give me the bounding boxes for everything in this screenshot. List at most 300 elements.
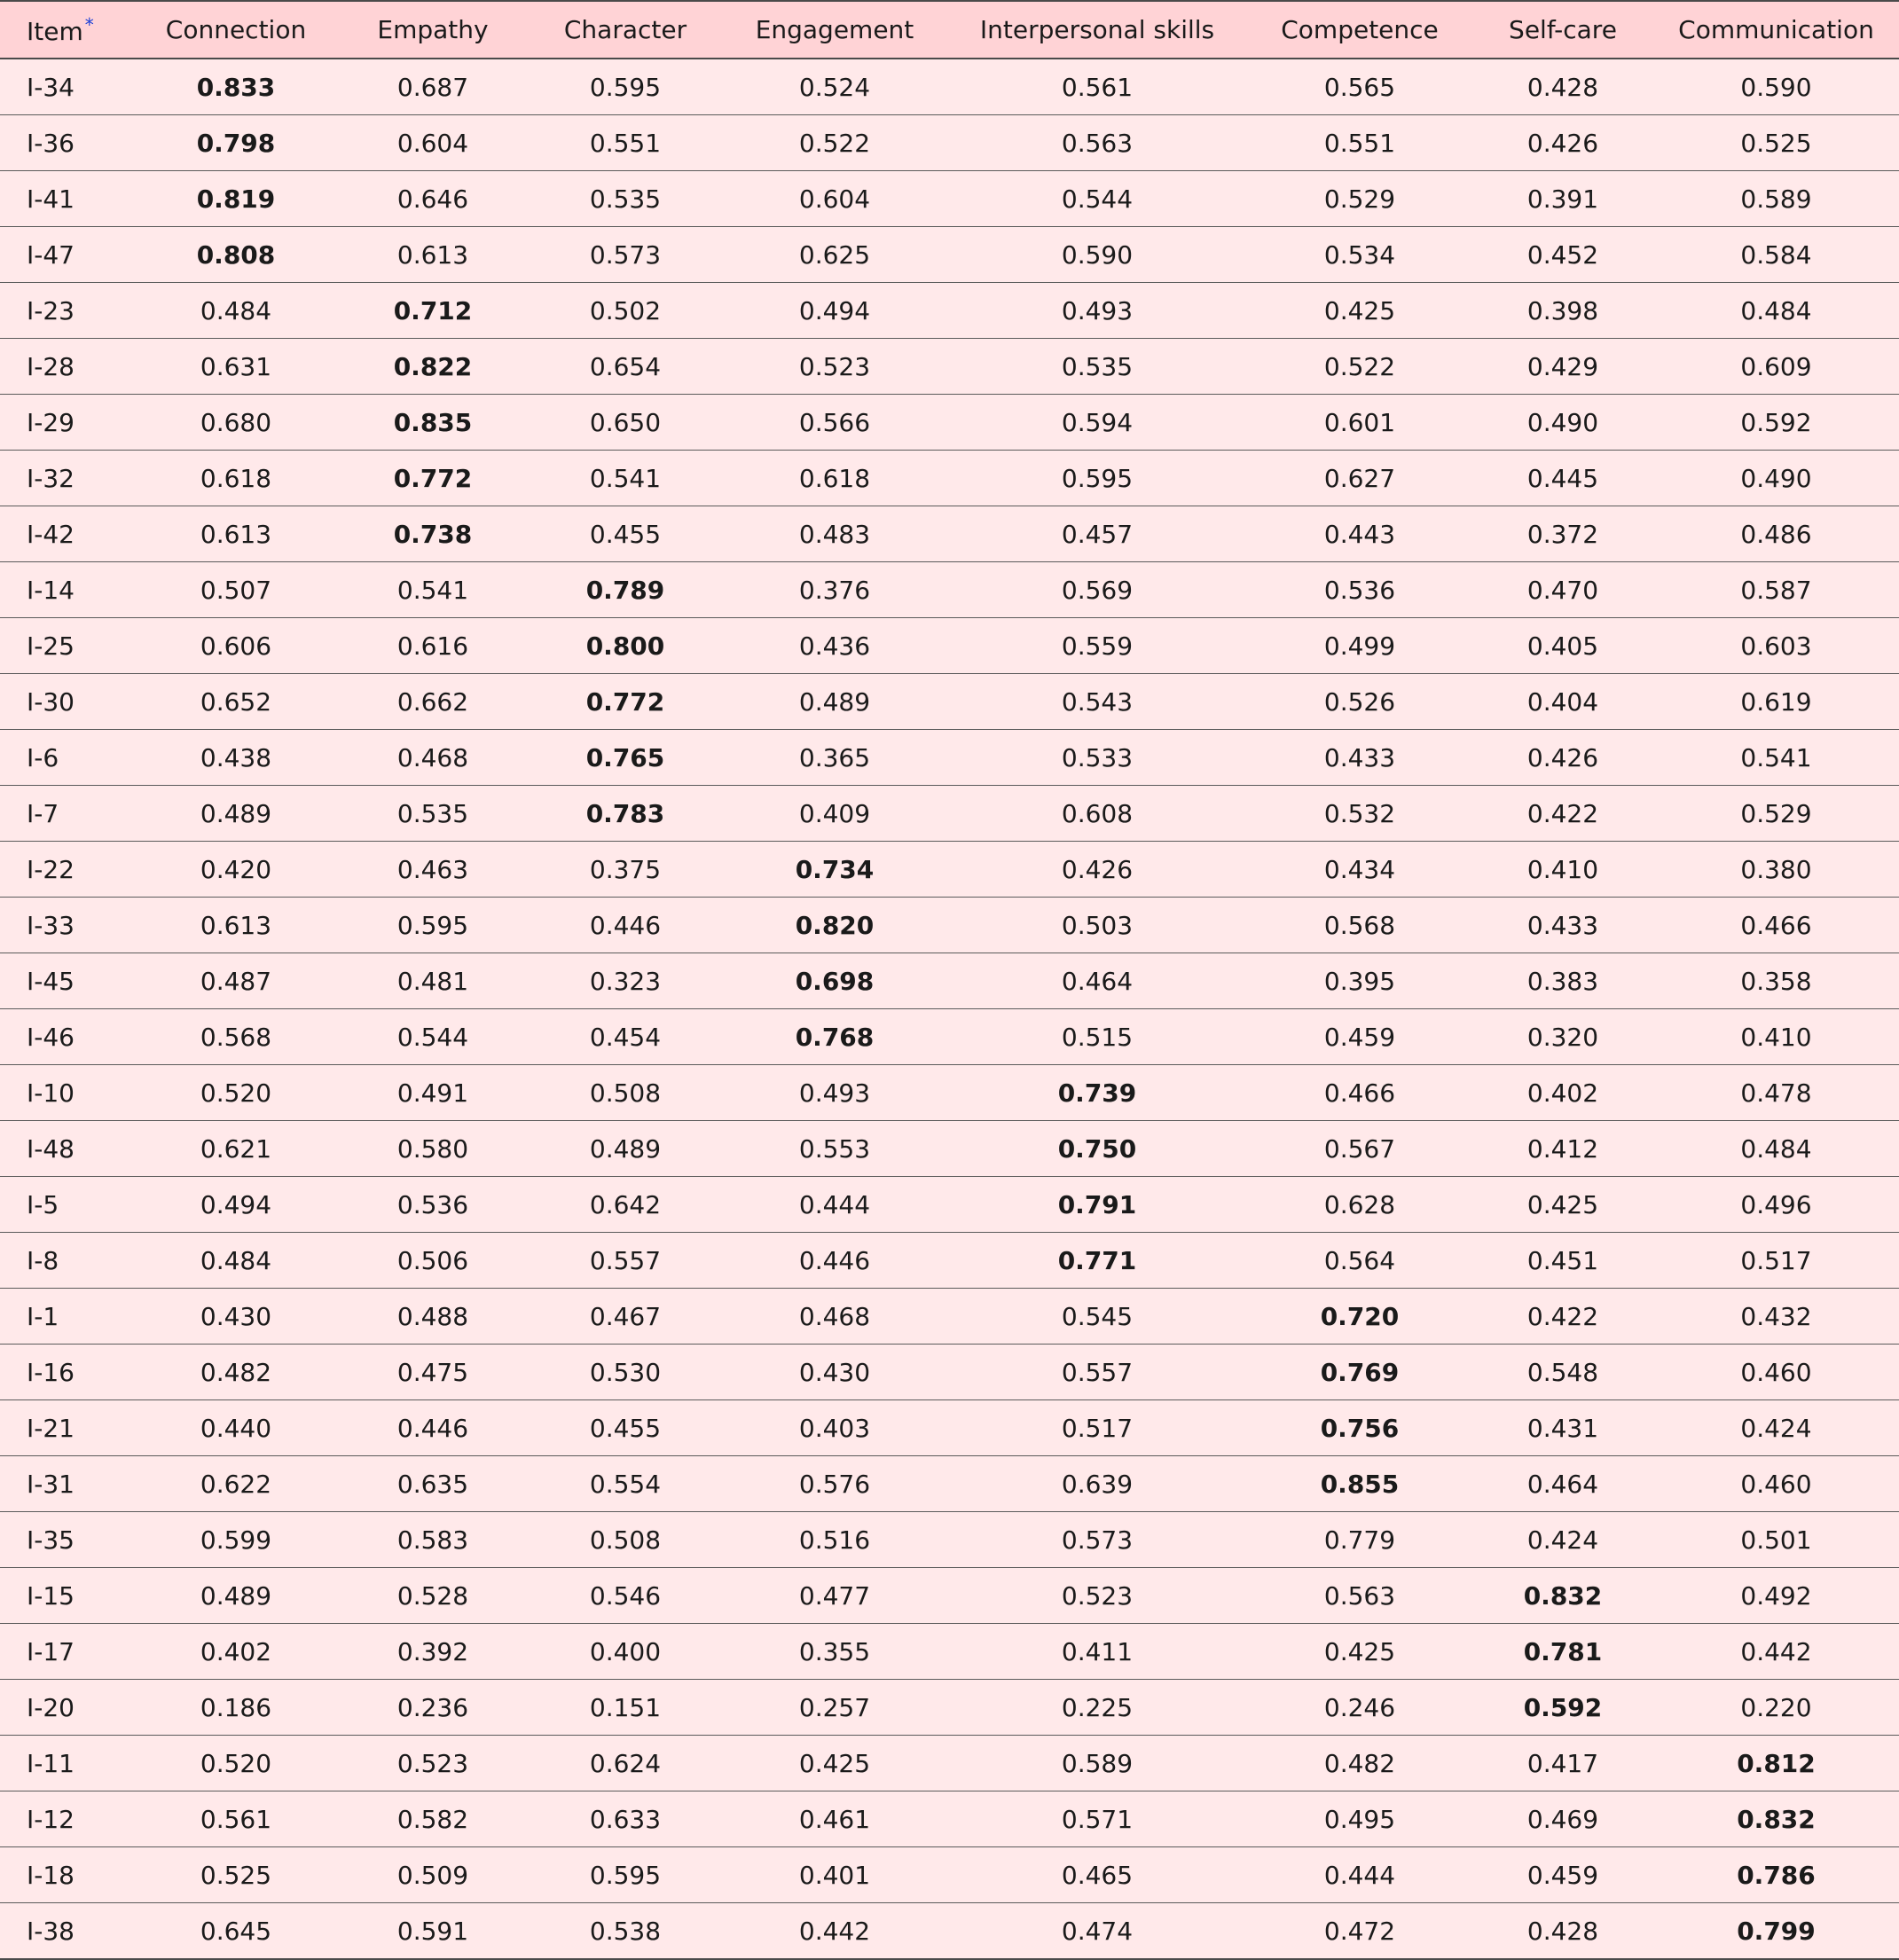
loading-value: 0.220 [1653, 1680, 1899, 1736]
loading-value: 0.592 [1653, 395, 1899, 451]
item-label: I-17 [0, 1624, 135, 1680]
loading-value-highlighted: 0.833 [135, 59, 337, 115]
column-header-item [0, 1, 135, 59]
table-row [0, 1791, 1899, 1847]
loading-value: 0.489 [135, 786, 337, 842]
item-label: I-28 [0, 339, 135, 395]
loading-value: 0.545 [947, 1289, 1247, 1345]
loading-value-highlighted: 0.772 [529, 674, 722, 730]
item-label: I-16 [0, 1345, 135, 1400]
table-row [0, 1847, 1899, 1903]
loading-value: 0.680 [135, 395, 337, 451]
table-row [0, 1289, 1899, 1345]
table-row [0, 59, 1899, 115]
loading-value: 0.466 [1247, 1065, 1472, 1121]
loading-value: 0.525 [135, 1847, 337, 1903]
loading-value-highlighted: 0.783 [529, 786, 722, 842]
footnote-marker: * [84, 13, 94, 35]
loading-value: 0.442 [1653, 1624, 1899, 1680]
table-row [0, 1065, 1899, 1121]
loading-value: 0.595 [947, 451, 1247, 506]
item-label: I-35 [0, 1512, 135, 1568]
loading-value: 0.502 [529, 283, 722, 339]
item-label: I-47 [0, 227, 135, 283]
loading-value: 0.543 [947, 674, 1247, 730]
loading-value: 0.618 [722, 451, 947, 506]
loading-value: 0.409 [722, 786, 947, 842]
loading-value: 0.584 [1653, 227, 1899, 283]
loading-value: 0.444 [1247, 1847, 1472, 1903]
column-header-interpersonal-skills: Interpersonal skills [947, 1, 1247, 59]
table-row [0, 1345, 1899, 1400]
loading-value: 0.642 [529, 1177, 722, 1233]
loading-value: 0.420 [135, 842, 337, 898]
table-row [0, 898, 1899, 953]
loading-value: 0.496 [1653, 1177, 1899, 1233]
loading-value: 0.320 [1472, 1009, 1653, 1065]
loading-value: 0.590 [947, 227, 1247, 283]
table-row [0, 1568, 1899, 1624]
loading-value: 0.483 [722, 506, 947, 562]
loading-value: 0.565 [1247, 59, 1472, 115]
loading-value: 0.646 [337, 171, 529, 227]
loading-value: 0.488 [337, 1289, 529, 1345]
table-row [0, 1233, 1899, 1289]
loading-value-highlighted: 0.855 [1247, 1456, 1472, 1512]
loading-value: 0.587 [1653, 562, 1899, 618]
loading-value: 0.571 [947, 1791, 1247, 1847]
loading-value: 0.444 [722, 1177, 947, 1233]
loading-value-highlighted: 0.820 [722, 898, 947, 953]
loading-value: 0.429 [1472, 339, 1653, 395]
item-label: I-48 [0, 1121, 135, 1177]
loading-value: 0.372 [1472, 506, 1653, 562]
loading-value: 0.503 [947, 898, 1247, 953]
loading-value: 0.608 [947, 786, 1247, 842]
loading-value: 0.604 [722, 171, 947, 227]
loading-value-highlighted: 0.592 [1472, 1680, 1653, 1736]
loading-value: 0.516 [722, 1512, 947, 1568]
loading-value: 0.687 [337, 59, 529, 115]
header-row [0, 1, 1899, 59]
loading-value-highlighted: 0.832 [1472, 1568, 1653, 1624]
loading-value: 0.484 [135, 283, 337, 339]
loading-value: 0.460 [1653, 1456, 1899, 1512]
loading-value: 0.411 [947, 1624, 1247, 1680]
loading-value: 0.431 [1472, 1400, 1653, 1456]
loading-value: 0.582 [337, 1791, 529, 1847]
loading-value: 0.553 [722, 1121, 947, 1177]
loading-value: 0.451 [1472, 1233, 1653, 1289]
loading-value: 0.424 [1472, 1512, 1653, 1568]
loading-value: 0.454 [529, 1009, 722, 1065]
loading-value: 0.375 [529, 842, 722, 898]
loading-value: 0.452 [1472, 227, 1653, 283]
loading-value: 0.613 [135, 898, 337, 953]
loading-value: 0.568 [1247, 898, 1472, 953]
loading-value: 0.489 [529, 1121, 722, 1177]
loading-value: 0.541 [337, 562, 529, 618]
loading-value: 0.410 [1472, 842, 1653, 898]
loading-value-highlighted: 0.781 [1472, 1624, 1653, 1680]
loading-value: 0.589 [1653, 171, 1899, 227]
loading-value: 0.606 [135, 618, 337, 674]
loading-value: 0.487 [135, 953, 337, 1009]
loading-value: 0.544 [947, 171, 1247, 227]
table-row [0, 1009, 1899, 1065]
loading-value: 0.566 [722, 395, 947, 451]
loading-value: 0.486 [1653, 506, 1899, 562]
loading-value: 0.433 [1247, 730, 1472, 786]
loading-value: 0.528 [337, 1568, 529, 1624]
loading-value: 0.425 [1247, 1624, 1472, 1680]
loading-value: 0.442 [722, 1903, 947, 1960]
loading-value: 0.525 [1653, 115, 1899, 171]
loading-value-highlighted: 0.771 [947, 1233, 1247, 1289]
column-header-competence: Competence [1247, 1, 1472, 59]
loading-value: 0.426 [947, 842, 1247, 898]
loading-value: 0.645 [135, 1903, 337, 1960]
loading-value: 0.650 [529, 395, 722, 451]
loading-value: 0.455 [529, 506, 722, 562]
item-label: I-45 [0, 953, 135, 1009]
loading-value-highlighted: 0.750 [947, 1121, 1247, 1177]
loading-value-highlighted: 0.772 [337, 451, 529, 506]
item-label: I-23 [0, 283, 135, 339]
loading-value: 0.151 [529, 1680, 722, 1736]
loading-value: 0.618 [135, 451, 337, 506]
loading-value: 0.601 [1247, 395, 1472, 451]
loading-value: 0.506 [337, 1233, 529, 1289]
loading-value: 0.478 [1653, 1065, 1899, 1121]
loading-value: 0.628 [1247, 1177, 1472, 1233]
loading-value: 0.576 [722, 1456, 947, 1512]
loading-value: 0.534 [1247, 227, 1472, 283]
loading-value: 0.652 [135, 674, 337, 730]
item-label: I-46 [0, 1009, 135, 1065]
loading-value-highlighted: 0.789 [529, 562, 722, 618]
loading-value: 0.779 [1247, 1512, 1472, 1568]
loading-value: 0.622 [135, 1456, 337, 1512]
loading-value: 0.639 [947, 1456, 1247, 1512]
loading-value: 0.573 [947, 1512, 1247, 1568]
loading-value: 0.400 [529, 1624, 722, 1680]
loading-value: 0.468 [337, 730, 529, 786]
loading-value: 0.541 [529, 451, 722, 506]
loading-value-highlighted: 0.835 [337, 395, 529, 451]
loading-value: 0.425 [1247, 283, 1472, 339]
loading-value: 0.613 [135, 506, 337, 562]
item-label: I-15 [0, 1568, 135, 1624]
column-header-self-care: Self-care [1472, 1, 1653, 59]
loading-value: 0.536 [1247, 562, 1472, 618]
loading-value: 0.425 [722, 1736, 947, 1791]
loading-value: 0.529 [1247, 171, 1472, 227]
loading-value: 0.490 [1472, 395, 1653, 451]
loading-value: 0.484 [1653, 1121, 1899, 1177]
item-label: I-6 [0, 730, 135, 786]
loading-value: 0.463 [337, 842, 529, 898]
loading-value: 0.532 [1247, 786, 1472, 842]
loading-value: 0.383 [1472, 953, 1653, 1009]
loading-value: 0.440 [135, 1400, 337, 1456]
loading-value: 0.489 [135, 1568, 337, 1624]
loading-value: 0.225 [947, 1680, 1247, 1736]
loading-value: 0.535 [337, 786, 529, 842]
loading-value: 0.430 [135, 1289, 337, 1345]
loading-value: 0.590 [1653, 59, 1899, 115]
loading-value: 0.323 [529, 953, 722, 1009]
loading-value: 0.426 [1472, 730, 1653, 786]
loading-value: 0.428 [1472, 59, 1653, 115]
item-label: I-22 [0, 842, 135, 898]
loading-value: 0.484 [135, 1233, 337, 1289]
table-row [0, 227, 1899, 283]
column-header-engagement: Engagement [722, 1, 947, 59]
item-label: I-21 [0, 1400, 135, 1456]
loading-value-highlighted: 0.765 [529, 730, 722, 786]
loading-value: 0.595 [337, 898, 529, 953]
loading-value: 0.472 [1247, 1903, 1472, 1960]
table-row [0, 953, 1899, 1009]
table-row [0, 730, 1899, 786]
loading-value: 0.591 [337, 1903, 529, 1960]
table-row [0, 283, 1899, 339]
loading-value: 0.434 [1247, 842, 1472, 898]
loading-value: 0.422 [1472, 1289, 1653, 1345]
loading-value-highlighted: 0.791 [947, 1177, 1247, 1233]
loading-value: 0.445 [1472, 451, 1653, 506]
loading-value: 0.538 [529, 1903, 722, 1960]
loading-value: 0.536 [337, 1177, 529, 1233]
loading-value: 0.633 [529, 1791, 722, 1847]
loading-value: 0.568 [135, 1009, 337, 1065]
loading-value: 0.477 [722, 1568, 947, 1624]
loading-value: 0.446 [337, 1400, 529, 1456]
loading-value: 0.523 [722, 339, 947, 395]
loading-value-highlighted: 0.739 [947, 1065, 1247, 1121]
loading-value: 0.522 [1247, 339, 1472, 395]
loading-value: 0.567 [1247, 1121, 1472, 1177]
loading-value: 0.573 [529, 227, 722, 283]
table-row [0, 1121, 1899, 1177]
loading-value: 0.529 [1653, 786, 1899, 842]
item-label: I-36 [0, 115, 135, 171]
loading-value-highlighted: 0.768 [722, 1009, 947, 1065]
loading-value: 0.580 [337, 1121, 529, 1177]
loading-value: 0.417 [1472, 1736, 1653, 1791]
loading-value: 0.499 [1247, 618, 1472, 674]
loading-value: 0.464 [1472, 1456, 1653, 1512]
loading-value: 0.459 [1472, 1847, 1653, 1903]
column-header-empathy: Empathy [337, 1, 529, 59]
item-label: I-1 [0, 1289, 135, 1345]
loading-value-highlighted: 0.798 [135, 115, 337, 171]
loading-value: 0.563 [1247, 1568, 1472, 1624]
loading-value: 0.613 [337, 227, 529, 283]
loading-value: 0.520 [135, 1736, 337, 1791]
loading-value: 0.526 [1247, 674, 1472, 730]
loading-value: 0.551 [529, 115, 722, 171]
table-row [0, 171, 1899, 227]
loading-value: 0.654 [529, 339, 722, 395]
loading-value: 0.430 [722, 1345, 947, 1400]
loading-value: 0.624 [529, 1736, 722, 1791]
loading-value: 0.501 [1653, 1512, 1899, 1568]
loading-value: 0.495 [1247, 1791, 1472, 1847]
table-row [0, 1624, 1899, 1680]
table-row [0, 451, 1899, 506]
item-label: I-12 [0, 1791, 135, 1847]
loading-value: 0.376 [722, 562, 947, 618]
loading-value-highlighted: 0.808 [135, 227, 337, 283]
item-header-label: Item [27, 16, 83, 46]
loading-value: 0.583 [337, 1512, 529, 1568]
table-row [0, 1680, 1899, 1736]
loading-value: 0.446 [529, 898, 722, 953]
item-label: I-38 [0, 1903, 135, 1960]
loading-value: 0.401 [722, 1847, 947, 1903]
loading-value: 0.494 [135, 1177, 337, 1233]
item-label: I-5 [0, 1177, 135, 1233]
loading-value: 0.554 [529, 1456, 722, 1512]
loading-value: 0.455 [529, 1400, 722, 1456]
loading-value: 0.246 [1247, 1680, 1472, 1736]
loading-value: 0.599 [135, 1512, 337, 1568]
loading-value: 0.561 [947, 59, 1247, 115]
loading-value: 0.481 [337, 953, 529, 1009]
loading-value-highlighted: 0.756 [1247, 1400, 1472, 1456]
loading-value: 0.515 [947, 1009, 1247, 1065]
loading-value: 0.236 [337, 1680, 529, 1736]
item-label: I-41 [0, 171, 135, 227]
table-row [0, 1512, 1899, 1568]
table-row [0, 786, 1899, 842]
table-row [0, 506, 1899, 562]
loading-value: 0.392 [337, 1624, 529, 1680]
loading-value-highlighted: 0.738 [337, 506, 529, 562]
loading-value: 0.635 [337, 1456, 529, 1512]
loading-value: 0.461 [722, 1791, 947, 1847]
loading-value: 0.475 [337, 1345, 529, 1400]
loading-value-highlighted: 0.832 [1653, 1791, 1899, 1847]
table-row [0, 1177, 1899, 1233]
loading-value-highlighted: 0.822 [337, 339, 529, 395]
loading-value: 0.561 [135, 1791, 337, 1847]
loading-value: 0.508 [529, 1512, 722, 1568]
table-row [0, 395, 1899, 451]
item-label: I-31 [0, 1456, 135, 1512]
column-header-character: Character [529, 1, 722, 59]
loading-value: 0.425 [1472, 1177, 1653, 1233]
loading-value: 0.358 [1653, 953, 1899, 1009]
item-label: I-10 [0, 1065, 135, 1121]
loading-value: 0.564 [1247, 1233, 1472, 1289]
loading-value: 0.520 [135, 1065, 337, 1121]
loading-value: 0.557 [947, 1345, 1247, 1400]
loading-value: 0.257 [722, 1680, 947, 1736]
loading-value: 0.557 [529, 1233, 722, 1289]
item-label: I-11 [0, 1736, 135, 1791]
loading-value: 0.541 [1653, 730, 1899, 786]
loading-value: 0.443 [1247, 506, 1472, 562]
loading-value: 0.589 [947, 1736, 1247, 1791]
loading-value-highlighted: 0.812 [1653, 1736, 1899, 1791]
loading-value: 0.494 [722, 283, 947, 339]
loading-value-highlighted: 0.799 [1653, 1903, 1899, 1960]
loading-value: 0.424 [1653, 1400, 1899, 1456]
loading-value: 0.609 [1653, 339, 1899, 395]
loading-value: 0.457 [947, 506, 1247, 562]
loading-value: 0.594 [947, 395, 1247, 451]
loading-value-highlighted: 0.769 [1247, 1345, 1472, 1400]
loading-value: 0.438 [135, 730, 337, 786]
loading-value: 0.517 [1653, 1233, 1899, 1289]
table-row [0, 339, 1899, 395]
table-row [0, 1736, 1899, 1791]
loading-value: 0.402 [1472, 1065, 1653, 1121]
loading-value: 0.428 [1472, 1903, 1653, 1960]
table-row [0, 618, 1899, 674]
loading-value: 0.433 [1472, 898, 1653, 953]
loading-value: 0.412 [1472, 1121, 1653, 1177]
loading-value: 0.616 [337, 618, 529, 674]
loading-value: 0.544 [337, 1009, 529, 1065]
loading-value: 0.489 [722, 674, 947, 730]
loading-value: 0.491 [337, 1065, 529, 1121]
loading-value-highlighted: 0.819 [135, 171, 337, 227]
loading-value: 0.595 [529, 59, 722, 115]
column-header-communication: Communication [1653, 1, 1899, 59]
loading-value-highlighted: 0.734 [722, 842, 947, 898]
table-row [0, 115, 1899, 171]
item-label: I-34 [0, 59, 135, 115]
loading-value: 0.436 [722, 618, 947, 674]
loading-value-highlighted: 0.698 [722, 953, 947, 1009]
loading-value: 0.186 [135, 1680, 337, 1736]
item-label: I-30 [0, 674, 135, 730]
loading-value: 0.446 [722, 1233, 947, 1289]
loading-value: 0.365 [722, 730, 947, 786]
loading-value: 0.467 [529, 1289, 722, 1345]
loading-value: 0.662 [337, 674, 529, 730]
table-row [0, 1903, 1899, 1960]
table-body [0, 59, 1899, 1959]
loading-value: 0.533 [947, 730, 1247, 786]
loading-value: 0.474 [947, 1903, 1247, 1960]
loading-value: 0.404 [1472, 674, 1653, 730]
loading-value: 0.482 [1247, 1736, 1472, 1791]
loading-value: 0.627 [1247, 451, 1472, 506]
loading-value: 0.468 [722, 1289, 947, 1345]
loading-value-highlighted: 0.800 [529, 618, 722, 674]
loading-value: 0.403 [722, 1400, 947, 1456]
table-row [0, 842, 1899, 898]
loading-value: 0.470 [1472, 562, 1653, 618]
loading-value: 0.405 [1472, 618, 1653, 674]
item-label: I-18 [0, 1847, 135, 1903]
loading-value: 0.522 [722, 115, 947, 171]
loading-value: 0.631 [135, 339, 337, 395]
item-label: I-20 [0, 1680, 135, 1736]
loading-value: 0.569 [947, 562, 1247, 618]
loading-value: 0.469 [1472, 1791, 1653, 1847]
item-label: I-32 [0, 451, 135, 506]
loading-value: 0.493 [722, 1065, 947, 1121]
item-label: I-8 [0, 1233, 135, 1289]
loading-value: 0.484 [1653, 283, 1899, 339]
loading-value: 0.398 [1472, 283, 1653, 339]
